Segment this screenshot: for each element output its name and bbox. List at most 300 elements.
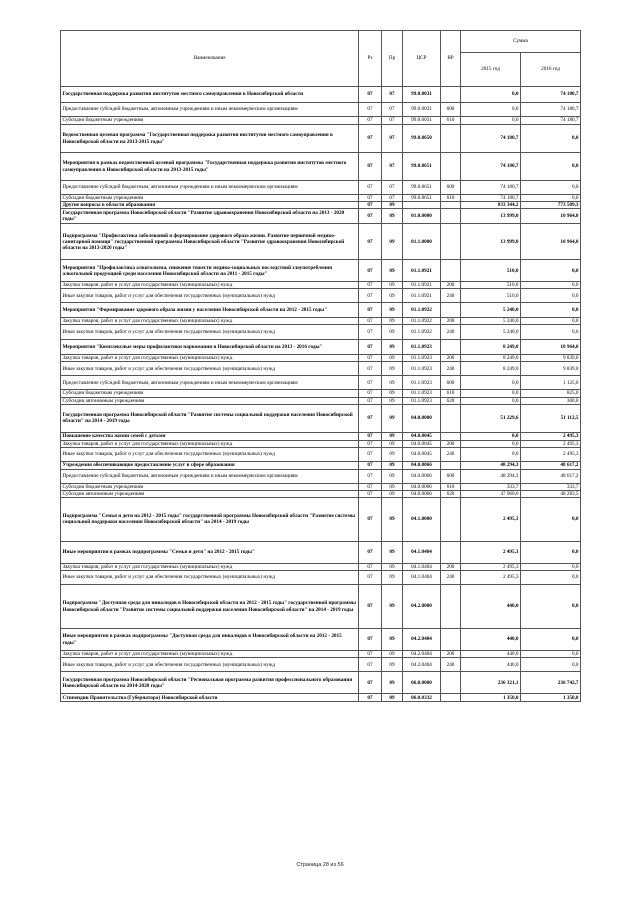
- row-name: Иные закупки товаров, работ и услуг для обеспечения государственных (муниципальных) нужд: [61, 447, 359, 461]
- row-pr: 07: [382, 181, 403, 195]
- row-value-2016: 9 839,0: [521, 362, 581, 376]
- row-rz: 07: [359, 318, 382, 325]
- row-value-2015: 74 180,7: [461, 195, 521, 202]
- row-rz: 07: [359, 571, 382, 585]
- row-value-2016: 1 350,0: [521, 694, 581, 702]
- row-pr: 09: [382, 282, 403, 289]
- header-name: Наименование: [61, 31, 359, 87]
- row-csr: 01.1.0921: [403, 282, 441, 289]
- row-value-2015: 48 294,3: [461, 469, 521, 483]
- row-csr: 01.1.0000: [403, 224, 441, 260]
- row-vr: [441, 153, 461, 181]
- table-row: [61, 340, 581, 355]
- row-pr: 09: [382, 483, 403, 490]
- row-value-2015: 2 495,3: [461, 541, 521, 563]
- table-row: [61, 461, 581, 469]
- budget-sheet: [60, 30, 580, 702]
- row-pr: 09: [382, 224, 403, 260]
- row-csr: 04.1.0404: [403, 541, 441, 563]
- row-pr: 09: [382, 629, 403, 651]
- row-rz: 07: [359, 447, 382, 461]
- row-pr: 09: [382, 571, 403, 585]
- header-vr: ВР: [441, 31, 461, 87]
- row-value-2015: 5 240,0: [461, 325, 521, 340]
- row-value-2016: 10 964,0: [521, 209, 581, 224]
- table-row: [61, 585, 581, 629]
- row-vr: 240: [441, 325, 461, 340]
- row-value-2016: 0,0: [521, 658, 581, 672]
- row-value-2016: 300,0: [521, 397, 581, 404]
- row-value-2016: 10 964,0: [521, 340, 581, 355]
- row-name: Субсидии бюджетным учреждениям: [61, 117, 359, 125]
- row-pr: 09: [382, 289, 403, 303]
- row-vr: 240: [441, 289, 461, 303]
- row-name: Субсидии бюджетным учреждениям: [61, 195, 359, 202]
- table-row: [61, 672, 581, 694]
- row-csr: 99.0.0031: [403, 87, 441, 103]
- row-rz: 07: [359, 117, 382, 125]
- row-pr: 09: [382, 447, 403, 461]
- row-vr: 240: [441, 447, 461, 461]
- row-value-2016: 1 125,0: [521, 376, 581, 390]
- row-rz: 07: [359, 440, 382, 447]
- page-number: Страница 28 из 56: [296, 862, 344, 868]
- row-vr: 200: [441, 440, 461, 447]
- row-value-2015: 510,0: [461, 260, 521, 282]
- row-value-2016: 48 617,2: [521, 469, 581, 483]
- row-vr: [441, 432, 461, 440]
- row-value-2016: 0,0: [521, 325, 581, 340]
- table-row: [61, 362, 581, 376]
- row-vr: 620: [441, 490, 461, 497]
- row-value-2016: 2 495,3: [521, 440, 581, 447]
- row-pr: 09: [382, 432, 403, 440]
- row-value-2015: 1 350,0: [461, 694, 521, 702]
- row-value-2016: 74 180,7: [521, 117, 581, 125]
- row-pr: 09: [382, 497, 403, 541]
- row-csr: 04.0.0066: [403, 490, 441, 497]
- row-rz: 07: [359, 303, 382, 318]
- row-csr: 04.1.0404: [403, 571, 441, 585]
- row-value-2016: 0,0: [521, 260, 581, 282]
- row-value-2016: 2 495,3: [521, 432, 581, 440]
- row-rz: 07: [359, 541, 382, 563]
- table-row: [61, 658, 581, 672]
- row-value-2016: 825,0: [521, 390, 581, 397]
- row-vr: [441, 404, 461, 432]
- row-csr: 04.0.0045: [403, 440, 441, 447]
- row-vr: 610: [441, 117, 461, 125]
- row-csr: 04.0.0000: [403, 404, 441, 432]
- row-vr: [441, 202, 461, 209]
- table-row: [61, 404, 581, 432]
- row-value-2016: 10 964,0: [521, 224, 581, 260]
- row-name: Иные закупки товаров, работ и услуг для обеспечения государственных (муниципальных) нужд: [61, 325, 359, 340]
- row-vr: 240: [441, 362, 461, 376]
- row-pr: 09: [382, 303, 403, 318]
- row-name: Иные закупки товаров, работ и услуг для обеспечения государственных (муниципальных) нужд: [61, 289, 359, 303]
- row-value-2015: 0,0: [461, 440, 521, 447]
- row-vr: 600: [441, 103, 461, 117]
- row-value-2015: 2 495,3: [461, 571, 521, 585]
- row-rz: 07: [359, 469, 382, 483]
- row-value-2015: 74 180,7: [461, 181, 521, 195]
- table-row: [61, 469, 581, 483]
- row-csr: 01.1.0921: [403, 289, 441, 303]
- row-pr: 09: [382, 651, 403, 658]
- row-value-2016: 0,0: [521, 195, 581, 202]
- row-pr: 09: [382, 469, 403, 483]
- row-pr: 07: [382, 195, 403, 202]
- row-pr: 09: [382, 362, 403, 376]
- row-name: Закупка товаров, работ и услуг для государственных (муниципальных) нужд: [61, 440, 359, 447]
- table-row: [61, 325, 581, 340]
- row-rz: 07: [359, 325, 382, 340]
- row-value-2015: 833 344,2: [461, 202, 521, 209]
- row-name: Стипендии Правительства (Губернатора) Новосибирской области: [61, 694, 359, 702]
- row-csr: 04.2.0000: [403, 585, 441, 629]
- row-name: Субсидии автономным учреждениям: [61, 397, 359, 404]
- row-csr: 01.1.0923: [403, 397, 441, 404]
- table-row: [61, 397, 581, 404]
- table-row: [61, 563, 581, 570]
- row-vr: 200: [441, 282, 461, 289]
- row-csr: 99.0.8651: [403, 195, 441, 202]
- row-value-2016: 0,0: [521, 181, 581, 195]
- table-body: [61, 87, 581, 702]
- row-value-2016: 74 180,7: [521, 87, 581, 103]
- table-row: [61, 282, 581, 289]
- row-value-2015: 333,7: [461, 483, 521, 490]
- table-row: [61, 103, 581, 117]
- row-csr: 01.1.0923: [403, 376, 441, 390]
- row-name: Предоставление субсидий бюджетным, автономным учреждениям и иным некоммерческим организациям: [61, 376, 359, 390]
- row-vr: [441, 694, 461, 702]
- row-name: Субсидии бюджетным учреждениям: [61, 483, 359, 490]
- row-value-2016: 48 283,5: [521, 490, 581, 497]
- row-rz: 07: [359, 658, 382, 672]
- row-value-2015: 5 240,0: [461, 303, 521, 318]
- row-rz: 07: [359, 651, 382, 658]
- row-csr: 99.0.8651: [403, 181, 441, 195]
- row-csr: 04.1.0000: [403, 497, 441, 541]
- row-rz: 07: [359, 694, 382, 702]
- table-row: [61, 209, 581, 224]
- row-rz: 07: [359, 585, 382, 629]
- row-name: Иные мероприятия в рамках подпрограммы "Семья и дети" на 2012 - 2015 годы": [61, 541, 359, 563]
- row-pr: 07: [382, 117, 403, 125]
- row-pr: 07: [382, 125, 403, 153]
- row-value-2015: 8 249,0: [461, 362, 521, 376]
- row-value-2015: 0,0: [461, 117, 521, 125]
- table-row: [61, 260, 581, 282]
- table-row: [61, 571, 581, 585]
- table-row: [61, 651, 581, 658]
- row-csr: 99.0.8650: [403, 125, 441, 153]
- row-vr: 600: [441, 376, 461, 390]
- row-name: Учреждения обеспечивающие предоставление услуг в сфере образования: [61, 461, 359, 469]
- row-csr: 99.0.0031: [403, 103, 441, 117]
- row-rz: 07: [359, 563, 382, 570]
- row-csr: 04.2.0404: [403, 629, 441, 651]
- row-vr: 200: [441, 651, 461, 658]
- row-rz: 07: [359, 260, 382, 282]
- row-value-2015: 5 240,0: [461, 318, 521, 325]
- row-csr: 06.0.0332: [403, 694, 441, 702]
- row-pr: 09: [382, 563, 403, 570]
- row-name: Иные закупки товаров, работ и услуг для обеспечения государственных (муниципальных) нужд: [61, 571, 359, 585]
- row-rz: 07: [359, 202, 382, 209]
- row-vr: [441, 303, 461, 318]
- row-vr: [441, 224, 461, 260]
- row-vr: [441, 209, 461, 224]
- row-csr: 01.1.0923: [403, 355, 441, 362]
- row-name: Закупка товаров, работ и услуг для государственных (муниципальных) нужд: [61, 318, 359, 325]
- row-value-2015: 0,0: [461, 447, 521, 461]
- row-value-2016: 0,0: [521, 289, 581, 303]
- row-rz: 07: [359, 362, 382, 376]
- row-value-2015: 13 999,0: [461, 209, 521, 224]
- row-value-2015: 74 180,7: [461, 153, 521, 181]
- row-value-2016: 0,0: [521, 153, 581, 181]
- row-value-2015: 8 249,0: [461, 355, 521, 362]
- table-row: [61, 195, 581, 202]
- row-value-2016: 0,0: [521, 497, 581, 541]
- table-row: [61, 390, 581, 397]
- row-vr: [441, 541, 461, 563]
- row-value-2015: 236 321,1: [461, 672, 521, 694]
- row-name: Закупка товаров, работ и услуг для государственных (муниципальных) нужд: [61, 355, 359, 362]
- table-row: [61, 125, 581, 153]
- row-value-2016: 74 180,7: [521, 103, 581, 117]
- table-row: [61, 440, 581, 447]
- row-rz: 07: [359, 87, 382, 103]
- row-vr: 610: [441, 390, 461, 397]
- row-rz: 07: [359, 397, 382, 404]
- row-pr: 09: [382, 202, 403, 209]
- row-value-2015: 440,0: [461, 651, 521, 658]
- row-vr: [441, 260, 461, 282]
- header-rz: Рз: [359, 31, 382, 87]
- row-csr: 04.0.0066: [403, 483, 441, 490]
- row-name: Предоставление субсидий бюджетным, автономным учреждениям и иным некоммерческим организациям: [61, 103, 359, 117]
- row-csr: 04.1.0404: [403, 563, 441, 570]
- row-name: Мероприятия в рамках ведомственной целевой программы "Государственная поддержка развития институтов местного самоуправления в Новосибирской области на 2013-2015 годы": [61, 153, 359, 181]
- row-rz: 07: [359, 404, 382, 432]
- row-pr: 09: [382, 260, 403, 282]
- table-row: [61, 447, 581, 461]
- row-value-2016: 0,0: [521, 541, 581, 563]
- row-value-2015: 8 249,0: [461, 340, 521, 355]
- row-csr: 01.1.0922: [403, 303, 441, 318]
- row-value-2015: 0,0: [461, 376, 521, 390]
- row-rz: 07: [359, 483, 382, 490]
- table-row: [61, 289, 581, 303]
- row-vr: 600: [441, 469, 461, 483]
- row-vr: 200: [441, 355, 461, 362]
- row-pr: 09: [382, 461, 403, 469]
- row-csr: 99.0.0031: [403, 117, 441, 125]
- row-name: Подпрограмма "Доступная среда для инвалидов в Новосибирской области на 2012 - 2015 годы" государственной программы Новосибирской области "Развитие системы социальной поддержки населения Новосибирской области" на 2014 - 2019 годы: [61, 585, 359, 629]
- row-vr: [441, 672, 461, 694]
- row-pr: 09: [382, 672, 403, 694]
- row-name: Предоставление субсидий бюджетным, автономным учреждениям и иным некоммерческим организациям: [61, 469, 359, 483]
- row-value-2015: 47 960,6: [461, 490, 521, 497]
- row-name: Государственная программа Новосибирской области "Развитие здравоохранения Новосибирской области на 2013 - 2020 годы": [61, 209, 359, 224]
- row-value-2016: 0,0: [521, 585, 581, 629]
- row-name: Ведомственная целевая программа "Государственная поддержка развития институтов местного самоуправления в Новосибирской области на 2013-2015 годы": [61, 125, 359, 153]
- row-csr: 04.0.0045: [403, 432, 441, 440]
- header-year-2016: 2016 год: [521, 53, 581, 87]
- row-rz: 07: [359, 461, 382, 469]
- header-csr: ЦСР: [403, 31, 441, 87]
- row-name: Мероприятия "Формирование здорового образа жизни у населения Новосибирской области на 2012 - 2015 годы": [61, 303, 359, 318]
- row-name: Закупка товаров, работ и услуг для государственных (муниципальных) нужд: [61, 651, 359, 658]
- row-csr: 01.1.0921: [403, 260, 441, 282]
- table-row: [61, 376, 581, 390]
- row-rz: 07: [359, 629, 382, 651]
- row-name: Мероприятия "Комплексные меры профилактики наркомании в Новосибирской области на 2013 - 2016 годы": [61, 340, 359, 355]
- row-name: Иные мероприятия в рамках подпрограммы "Доступная среда для инвалидов в Новосибирской области на 2012 - 2015 годы": [61, 629, 359, 651]
- row-vr: [441, 125, 461, 153]
- row-value-2015: 48 294,3: [461, 461, 521, 469]
- row-name: Подпрограмма "Профилактика заболеваний и формирование здорового образа жизни. Развитие первичной медико-санитарной помощи" государственной программы Новосибирской области "Развитие здравоохранения Новосибирской области на 2013-2020 годы": [61, 224, 359, 260]
- row-vr: [441, 461, 461, 469]
- row-name: Иные закупки товаров, работ и услуг для обеспечения государственных (муниципальных) нужд: [61, 362, 359, 376]
- row-rz: 07: [359, 497, 382, 541]
- row-csr: 01.1.0922: [403, 318, 441, 325]
- table-row: [61, 117, 581, 125]
- row-pr: 09: [382, 325, 403, 340]
- row-pr: 09: [382, 355, 403, 362]
- row-vr: 610: [441, 483, 461, 490]
- row-name: Предоставление субсидий бюджетным, автономным учреждениям и иным некоммерческим организациям: [61, 181, 359, 195]
- row-value-2016: 0,0: [521, 629, 581, 651]
- row-pr: 09: [382, 390, 403, 397]
- row-rz: 07: [359, 282, 382, 289]
- row-value-2015: 74 180,7: [461, 125, 521, 153]
- row-value-2015: 0,0: [461, 397, 521, 404]
- row-rz: 07: [359, 125, 382, 153]
- row-value-2016: 333,7: [521, 483, 581, 490]
- row-rz: 07: [359, 355, 382, 362]
- row-rz: 07: [359, 153, 382, 181]
- row-value-2016: 0,0: [521, 571, 581, 585]
- table-row: [61, 541, 581, 563]
- row-value-2015: 440,0: [461, 585, 521, 629]
- row-pr: 07: [382, 153, 403, 181]
- row-csr: 99.0.8651: [403, 153, 441, 181]
- row-pr: 09: [382, 340, 403, 355]
- row-value-2015: 0,0: [461, 390, 521, 397]
- row-pr: 09: [382, 585, 403, 629]
- row-rz: 07: [359, 181, 382, 195]
- row-vr: [441, 340, 461, 355]
- table-row: [61, 694, 581, 702]
- row-name: Закупка товаров, работ и услуг для государственных (муниципальных) нужд: [61, 563, 359, 570]
- row-value-2016: 0,0: [521, 318, 581, 325]
- row-value-2015: 0,0: [461, 103, 521, 117]
- row-name: Подпрограмма "Семья и дети на 2012 - 2015 годы" государственной программы Новосибирской области "Развитие системы социальной поддержки населения Новосибирской области" на 2014 - 2019 годы: [61, 497, 359, 541]
- row-rz: 07: [359, 672, 382, 694]
- row-pr: 09: [382, 209, 403, 224]
- row-rz: 07: [359, 209, 382, 224]
- row-name: Субсидии автономным учреждениям: [61, 490, 359, 497]
- row-vr: [441, 629, 461, 651]
- table-row: [61, 303, 581, 318]
- table-row: [61, 432, 581, 440]
- row-value-2015: 51 229,6: [461, 404, 521, 432]
- row-rz: 07: [359, 390, 382, 397]
- row-value-2015: 510,0: [461, 282, 521, 289]
- row-name: Закупка товаров, работ и услуг для государственных (муниципальных) нужд: [61, 282, 359, 289]
- row-value-2016: 51 112,5: [521, 404, 581, 432]
- row-value-2015: 440,0: [461, 629, 521, 651]
- row-vr: [441, 497, 461, 541]
- row-csr: 01.1.0923: [403, 340, 441, 355]
- row-csr: 04.0.0066: [403, 461, 441, 469]
- table-row: [61, 490, 581, 497]
- table-row: [61, 202, 581, 209]
- row-pr: 09: [382, 490, 403, 497]
- table-row: [61, 87, 581, 103]
- table-row: [61, 224, 581, 260]
- row-value-2016: 0,0: [521, 651, 581, 658]
- row-name: Субсидии бюджетным учреждениям: [61, 390, 359, 397]
- table-row: [61, 181, 581, 195]
- row-csr: [403, 202, 441, 209]
- row-rz: 07: [359, 289, 382, 303]
- row-value-2015: 13 999,0: [461, 224, 521, 260]
- row-value-2015: 440,0: [461, 658, 521, 672]
- row-vr: [441, 87, 461, 103]
- header-year-2015: 2015 год: [461, 53, 521, 87]
- row-value-2016: 0,0: [521, 563, 581, 570]
- table-row: [61, 483, 581, 490]
- row-name: Государственная программа Новосибирской области "Региональная программа развития профессионального образования Новосибирской области на 2014-2020 годы": [61, 672, 359, 694]
- row-rz: 07: [359, 376, 382, 390]
- row-pr: 09: [382, 376, 403, 390]
- row-rz: 07: [359, 195, 382, 202]
- row-value-2016: 236 742,7: [521, 672, 581, 694]
- row-vr: 620: [441, 397, 461, 404]
- row-pr: 09: [382, 440, 403, 447]
- row-csr: 04.2.0404: [403, 651, 441, 658]
- row-pr: 07: [382, 103, 403, 117]
- row-name: Мероприятия "Профилактика алкоголизма, снижение тяжести медико-социальных последствий злоупотребления алкогольной продукцией среди населения Новосибирской области на 2011 - 2015 годы": [61, 260, 359, 282]
- row-pr: 09: [382, 397, 403, 404]
- row-value-2016: 0,0: [521, 303, 581, 318]
- row-csr: 01.0.0000: [403, 209, 441, 224]
- row-rz: 07: [359, 432, 382, 440]
- row-csr: 01.1.0923: [403, 390, 441, 397]
- row-pr: 09: [382, 541, 403, 563]
- row-pr: 09: [382, 404, 403, 432]
- budget-table: [60, 30, 581, 702]
- row-name: Иные закупки товаров, работ и услуг для обеспечения государственных (муниципальных) нужд: [61, 658, 359, 672]
- row-pr: 09: [382, 318, 403, 325]
- row-rz: 07: [359, 490, 382, 497]
- row-value-2015: 0,0: [461, 87, 521, 103]
- row-value-2016: 0,0: [521, 125, 581, 153]
- row-value-2015: 0,0: [461, 432, 521, 440]
- row-csr: 01.1.0923: [403, 362, 441, 376]
- table-row: [61, 629, 581, 651]
- row-vr: 240: [441, 658, 461, 672]
- row-csr: 04.0.0066: [403, 469, 441, 483]
- row-value-2016: 773 509,3: [521, 202, 581, 209]
- row-value-2015: 2 495,3: [461, 563, 521, 570]
